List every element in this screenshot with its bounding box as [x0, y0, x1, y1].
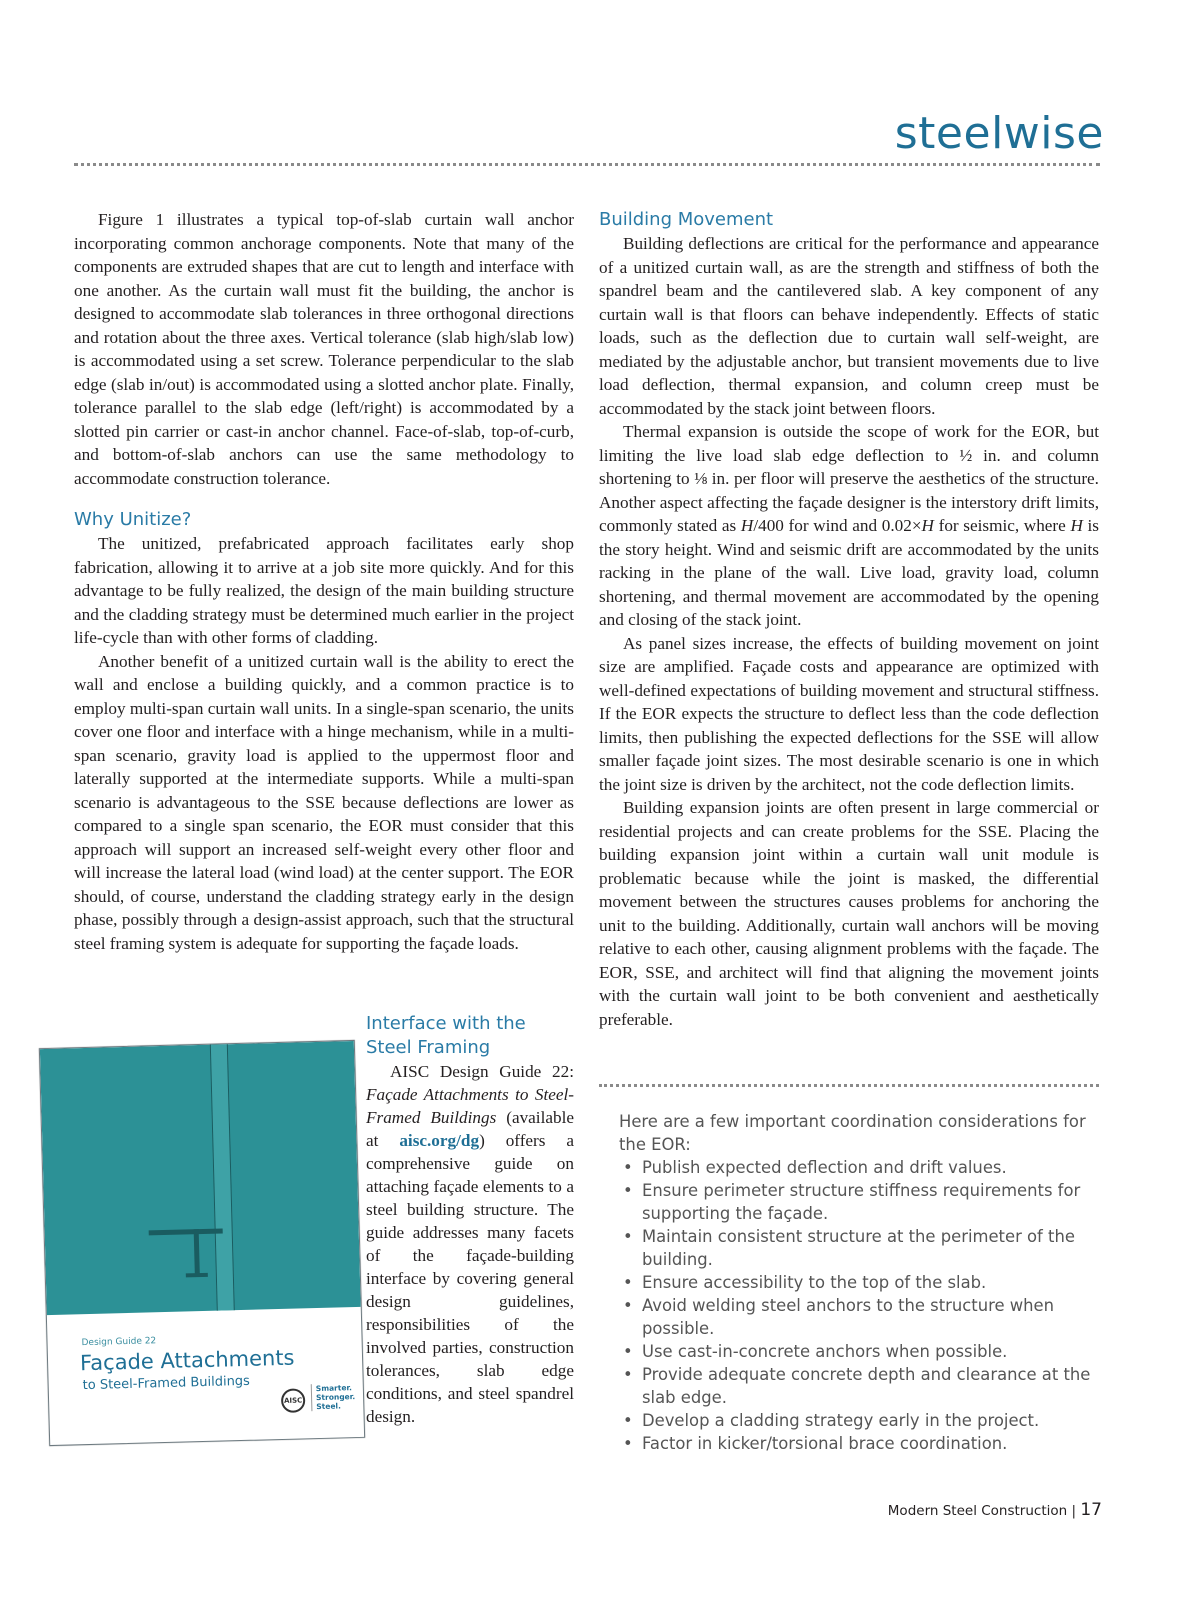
page-footer [888, 1500, 1102, 1520]
header-divider [74, 163, 1100, 166]
design-guide-cover-image [39, 1040, 365, 1446]
coordination-list [619, 1156, 1099, 1455]
interface-paragraph: AISC Design Guide 22: Façade Attachments to Steel-Framed Buildings (available at aisc.org/dg) offers a comprehensive guide on attaching façade elements to a steel building structure. The guide addresses many facets of the façade-building interface by covering general design guidelines, responsibilities of the involved parties, construction tolerances, slab edge conditions, and steel spandrel design. [366, 1062, 575, 1426]
curtain-wall-graphic [210, 1040, 235, 1311]
sidebar-intro: Here are a few important coordination considerations for the EOR: [619, 1112, 1086, 1154]
beam-graphic [149, 1228, 223, 1235]
list-item: • Ensure perimeter structure stiffness requirements for supporting the façade. [619, 1179, 1099, 1225]
movement-paragraph-3: As panel sizes increase, the effects of building movement on joint size are amplified. Façade costs and appearance are optimized with well-defined expectations of building movement and structural stiffness. If the EOR expects the structure to deflect less than the code deflection limits, then publishing the expected deflections for the SSE will allow smaller façade joint sizes. The most desirable scenario is one in which the joint size is driven by the architect, not the code deflection limits. [599, 633, 1099, 794]
list-item: • Use cast-in-concrete anchors when possible. [619, 1340, 1099, 1363]
list-item: • Avoid welding steel anchors to the structure when possible. [619, 1294, 1099, 1340]
footer-separator: | [1071, 1503, 1077, 1519]
list-item: • Develop a cladding strategy early in the project. [619, 1409, 1099, 1432]
interface-section [366, 1012, 574, 1428]
cover-illustration [40, 1041, 361, 1315]
why-paragraph-1: The unitized, prefabricated approach facilitates early shop fabrication, allowing it to arrive at a job site more quickly. And for this advantage to be fully realized, the design of the main building structure and the cladding strategy must be determined much earlier in the project life-cycle than with other forms of cladding. [74, 534, 574, 647]
right-column [599, 208, 1099, 1031]
left-column [74, 208, 574, 955]
list-item: • Ensure accessibility to the top of the slab. [619, 1271, 1099, 1294]
interface-heading: Interface with the Steel Framing [366, 1013, 526, 1058]
sidebar-divider [599, 1084, 1099, 1087]
movement-paragraph-1: Building deflections are critical for the performance and appearance of a unitized curtain wall, as are the strength and stiffness of both the spandrel beam and the cantilevered slab. A key component of any curtain wall is that floors can behave independently. Effects of static loads, such as the deflection due to curtain wall self-weight, are mediated by the adjustable anchor, but transient movements due to live load deflection, thermal expansion, and column creep must be accommodated by the stack joint between floors. [599, 234, 1099, 418]
cover-title: Façade Attachments [79, 1345, 295, 1376]
list-item: • Publish expected deflection and drift values. [619, 1156, 1099, 1179]
masthead: steelwise [894, 108, 1104, 159]
cover-tagline: Smarter. Stronger. Steel. [311, 1383, 356, 1411]
list-item: • Factor in kicker/torsional brace coordination. [619, 1432, 1099, 1455]
why-unitize-heading: Why Unitize? [74, 509, 192, 530]
publication-name: Modern Steel Construction [887, 1503, 1068, 1519]
list-item: • Maintain consistent structure at the perimeter of the building. [619, 1225, 1099, 1271]
aisc-dg-link[interactable]: aisc.org/dg [399, 1131, 480, 1150]
intro-paragraph: Figure 1 illustrates a typical top-of-slab curtain wall anchor incorporating common anchorage components. Note that many of the components are extruded shapes that are cut to length and interface with one another. As the curtain wall must fit the building, the anchor is designed to accommodate slab tolerances in three orthogonal directions and rotation about the three axes. Vertical tolerance (slab high/slab low) is accommodated using a set screw. Tolerance perpendicular to the slab edge (slab in/out) is accommodated using a slotted anchor plate. Finally, tolerance parallel to the slab edge (left/right) is accommodated by a slotted pin carrier or cast-in anchor channel. Face-of-slab, top-of-curb, and bottom-of-slab anchors can use the same methodology to accommodate construction tolerance. [74, 210, 574, 488]
movement-paragraph-2: Thermal expansion is outside the scope of work for the EOR, but limiting the live load slab edge deflection to ½ in. and column shortening to ⅛ in. per floor will preserve the aesthetics of the structure. Another aspect affecting the façade designer is the interstory drift limits, commonly stated as H/400 for wind and 0.02×H for seismic, where H is the story height. Wind and seismic drift are accommodated by the units racking in the plane of the wall. Live load, gravity load, column shortening, and thermal movement are accommodated by the opening and closing of the stack joint. [599, 422, 1099, 629]
list-item: • Provide adequate concrete depth and clearance at the slab edge. [619, 1363, 1099, 1409]
aisc-seal-logo: AISC [281, 1388, 306, 1413]
cover-subtitle: to Steel-Framed Buildings [82, 1373, 251, 1394]
why-paragraph-2: Another benefit of a unitized curtain wall is the ability to erect the wall and enclose a building quickly, and a common practice is to employ multi-span curtain wall units. In a single-span scenario, the units cover one floor and interface with a hinge mechanism, while in a multi-span scenario, gravity load is applied to the uppermost floor and laterally supported at the intermediate supports. While a multi-span scenario is advantageous to the SSE because deflections are lower as compared to a single span scenario, the EOR must consider that this approach will support an increased self-weight every other floor and will increase the lateral load (wind load) at the center support. The EOR should, of course, understand the cladding strategy early in the design phase, possibly through a design-assist approach, such that the structural steel framing system is adequate for supporting the façade loads. [74, 651, 574, 953]
coordination-sidebar [619, 1110, 1099, 1455]
cover-guide-label: Design Guide 22 [81, 1336, 157, 1349]
building-movement-heading: Building Movement [599, 209, 774, 230]
page-number: 17 [1080, 1500, 1102, 1520]
movement-paragraph-4: Building expansion joints are often present in large commercial or residential projects and can create problems for the SSE. Placing the building expansion joint within a curtain wall unit module is problematic because while the joint is masked, the differential movement between the structures causes problems for anchoring the unit to the building. Additionally, curtain wall anchors will be moving relative to each other, causing alignment problems with the façade. The EOR, SSE, and architect will find that aligning the movement joints with the curtain wall joint to be both convenient and aesthetically preferable. [599, 798, 1099, 1029]
